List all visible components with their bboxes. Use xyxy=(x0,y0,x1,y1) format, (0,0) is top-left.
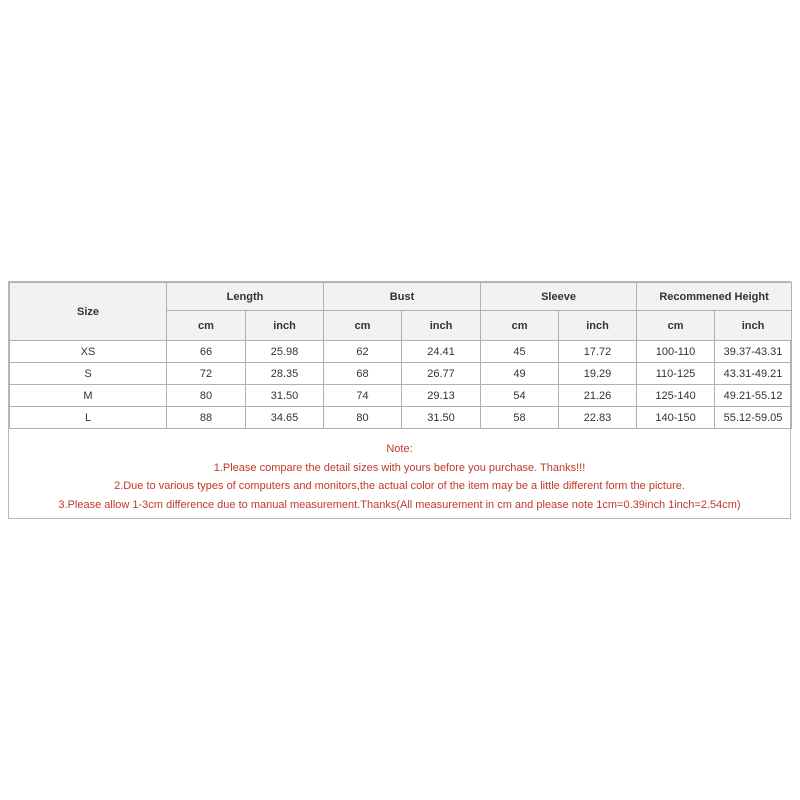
table-row xyxy=(10,407,792,429)
size-label: M xyxy=(10,385,167,407)
table-cell: 140-150 xyxy=(637,407,715,429)
table-cell: 58 xyxy=(481,407,559,429)
table-cell: 72 xyxy=(167,363,246,385)
table-row xyxy=(10,363,792,385)
table-cell: 49 xyxy=(481,363,559,385)
size-label: S xyxy=(10,363,167,385)
table-cell: 31.50 xyxy=(402,407,481,429)
size-table xyxy=(9,282,792,429)
unit-header: inch xyxy=(246,311,324,341)
size-chart xyxy=(8,281,791,519)
table-cell: 100-110 xyxy=(637,341,715,363)
unit-header: inch xyxy=(715,311,792,341)
header-sleeve: Sleeve xyxy=(481,283,637,311)
unit-header: cm xyxy=(481,311,559,341)
notes-block xyxy=(9,440,790,514)
table-cell: 49.21-55.12 xyxy=(715,385,792,407)
unit-header: cm xyxy=(324,311,402,341)
table-row xyxy=(10,341,792,363)
table-cell: 80 xyxy=(324,407,402,429)
table-cell: 28.35 xyxy=(246,363,324,385)
table-cell: 110-125 xyxy=(637,363,715,385)
note-line: 1.Please compare the detail sizes with yours before you purchase. Thanks!!! xyxy=(213,461,586,474)
table-cell: 39.37-43.31 xyxy=(715,341,792,363)
table-cell: 54 xyxy=(481,385,559,407)
table-cell: 45 xyxy=(481,341,559,363)
table-cell: 25.98 xyxy=(246,341,324,363)
note-line: 2.Due to various types of computers and monitors,the actual color of the item may be a little different form the picture. xyxy=(114,480,685,492)
size-label: L xyxy=(10,407,167,429)
unit-header: inch xyxy=(402,311,481,341)
table-cell: 125-140 xyxy=(637,385,715,407)
table-cell: 17.72 xyxy=(559,341,637,363)
table-cell: 21.26 xyxy=(559,385,637,407)
table-cell: 88 xyxy=(167,407,246,429)
table-cell: 19.29 xyxy=(559,363,637,385)
size-label: XS xyxy=(10,341,167,363)
table-cell: 34.65 xyxy=(246,407,324,429)
table-cell: 29.13 xyxy=(402,385,481,407)
table-cell: 26.77 xyxy=(402,363,481,385)
note-line: 3.Please allow 1-3cm difference due to manual measurement.Thanks(All measurement in cm and please note 1cm=0.39inch 1inch=2.54cm) xyxy=(58,498,741,511)
table-cell: 74 xyxy=(324,385,402,407)
header-row-groups xyxy=(10,283,792,311)
unit-header: cm xyxy=(637,311,715,341)
table-cell: 62 xyxy=(324,341,402,363)
table-cell: 66 xyxy=(167,341,246,363)
header-recommended-height: Recommened Height xyxy=(637,283,792,311)
header-length: Length xyxy=(167,283,324,311)
table-cell: 68 xyxy=(324,363,402,385)
header-size: Size xyxy=(10,283,167,341)
unit-header: cm xyxy=(167,311,246,341)
table-cell: 55.12-59.05 xyxy=(715,407,792,429)
table-cell: 43.31-49.21 xyxy=(715,363,792,385)
table-cell: 22.83 xyxy=(559,407,637,429)
unit-header: inch xyxy=(559,311,637,341)
table-cell: 31.50 xyxy=(246,385,324,407)
table-cell: 80 xyxy=(167,385,246,407)
table-row xyxy=(10,385,792,407)
note-title: Note: xyxy=(386,443,413,455)
table-cell: 24.41 xyxy=(402,341,481,363)
header-bust: Bust xyxy=(324,283,481,311)
